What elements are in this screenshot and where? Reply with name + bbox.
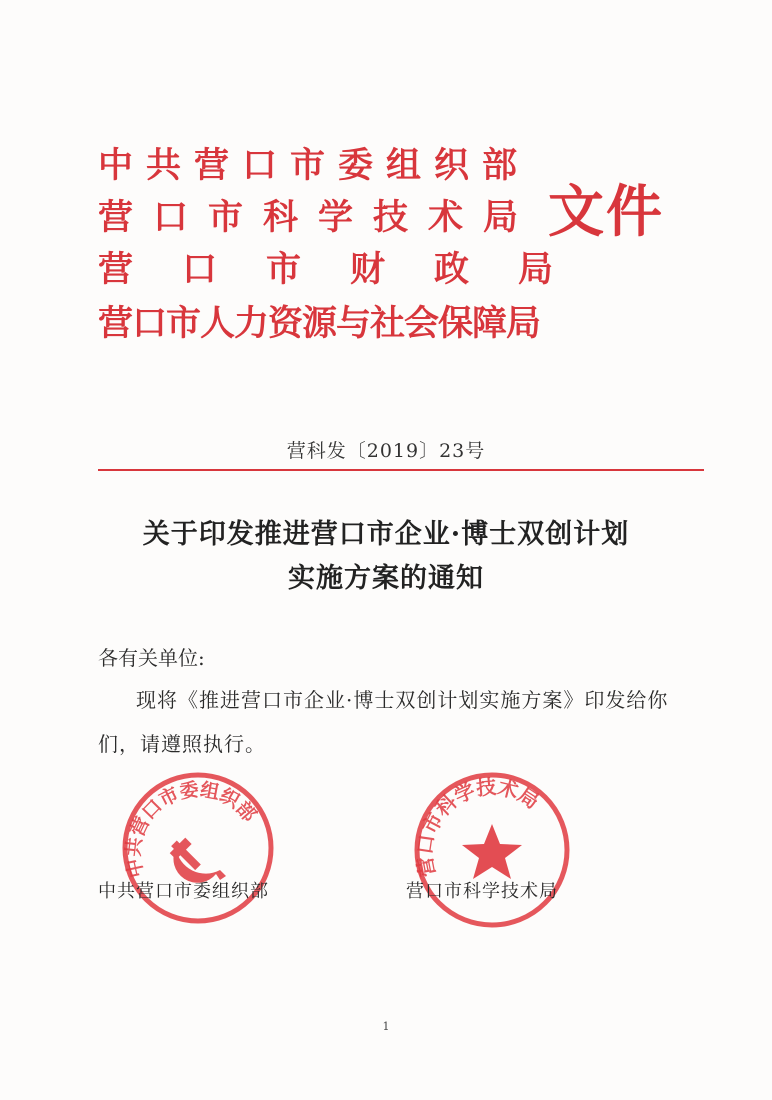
- page-number: 1: [382, 1020, 390, 1033]
- star-icon: [462, 824, 522, 879]
- body-paragraph-line-1: 现将《推进营口市企业·博士双创计划实施方案》印发给你: [136, 688, 669, 712]
- hammer-sickle-icon: [170, 838, 226, 883]
- body-paragraph-line-2: 们，请遵照执行。: [98, 732, 266, 756]
- document-title-line-2: 实施方案的通知: [288, 563, 484, 594]
- red-divider: [98, 469, 704, 471]
- issuer-line-1: 中共营口市委组织部: [98, 145, 531, 186]
- party-committee-seal: [118, 768, 278, 928]
- signature-science-bureau: 营口市科学技术局: [406, 881, 558, 902]
- science-bureau-seal: [410, 768, 574, 932]
- document-number: 营科发〔2019〕23号: [286, 440, 486, 462]
- issuer-line-4: 营口市人力资源与社会保障局: [98, 303, 541, 344]
- issuer-wenjian: 文件: [548, 179, 664, 245]
- issuer-line-3: 营口市财政局: [98, 249, 603, 290]
- salutation: 各有关单位:: [98, 646, 205, 670]
- party-seal-text: 中共营口市委组织部: [123, 779, 260, 880]
- signature-party-committee: 中共营口市委组织部: [98, 881, 269, 902]
- science-seal-text: 营口市科学技术局: [414, 776, 543, 879]
- document-title-line-1: 关于印发推进营口市企业·博士双创计划: [142, 519, 630, 550]
- issuer-line-2: 营口市科学技术局: [98, 197, 539, 238]
